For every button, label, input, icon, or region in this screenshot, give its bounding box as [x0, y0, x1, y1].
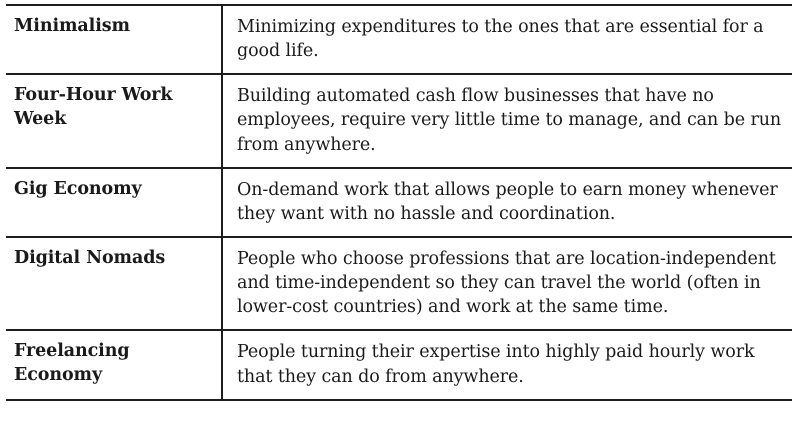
term-cell: Minimalism — [6, 5, 222, 74]
definition-cell: Minimizing expenditures to the ones that are essential for a good life. — [237, 17, 764, 62]
definition-cell: People turning their expertise into highly paid hourly work that they can do from anywhere. — [237, 342, 755, 387]
table-row — [6, 168, 792, 237]
definition-cell: People who choose professions that are location-independent and time-independent so they can travel the world (often in lower-cost countries) and work at the same time. — [237, 248, 776, 318]
table-body — [6, 5, 792, 400]
term-cell: Freelancing Economy — [6, 330, 222, 399]
definition-cell: Building automated cash flow businesses that have no employees, require very little time to manage, and can be run from anywhere. — [237, 86, 782, 155]
table-row — [6, 74, 792, 167]
concepts-table — [6, 4, 792, 401]
table-row — [6, 237, 792, 330]
term-cell: Digital Nomads — [6, 237, 222, 330]
term-cell: Gig Economy — [6, 168, 222, 237]
definition-cell: On-demand work that allows people to earn money whenever they want with no hassle and coordination. — [237, 179, 778, 224]
term-cell: Four-Hour Work Week — [6, 74, 222, 167]
document-page — [0, 4, 800, 435]
table-row — [6, 5, 792, 74]
table-row — [6, 330, 792, 399]
